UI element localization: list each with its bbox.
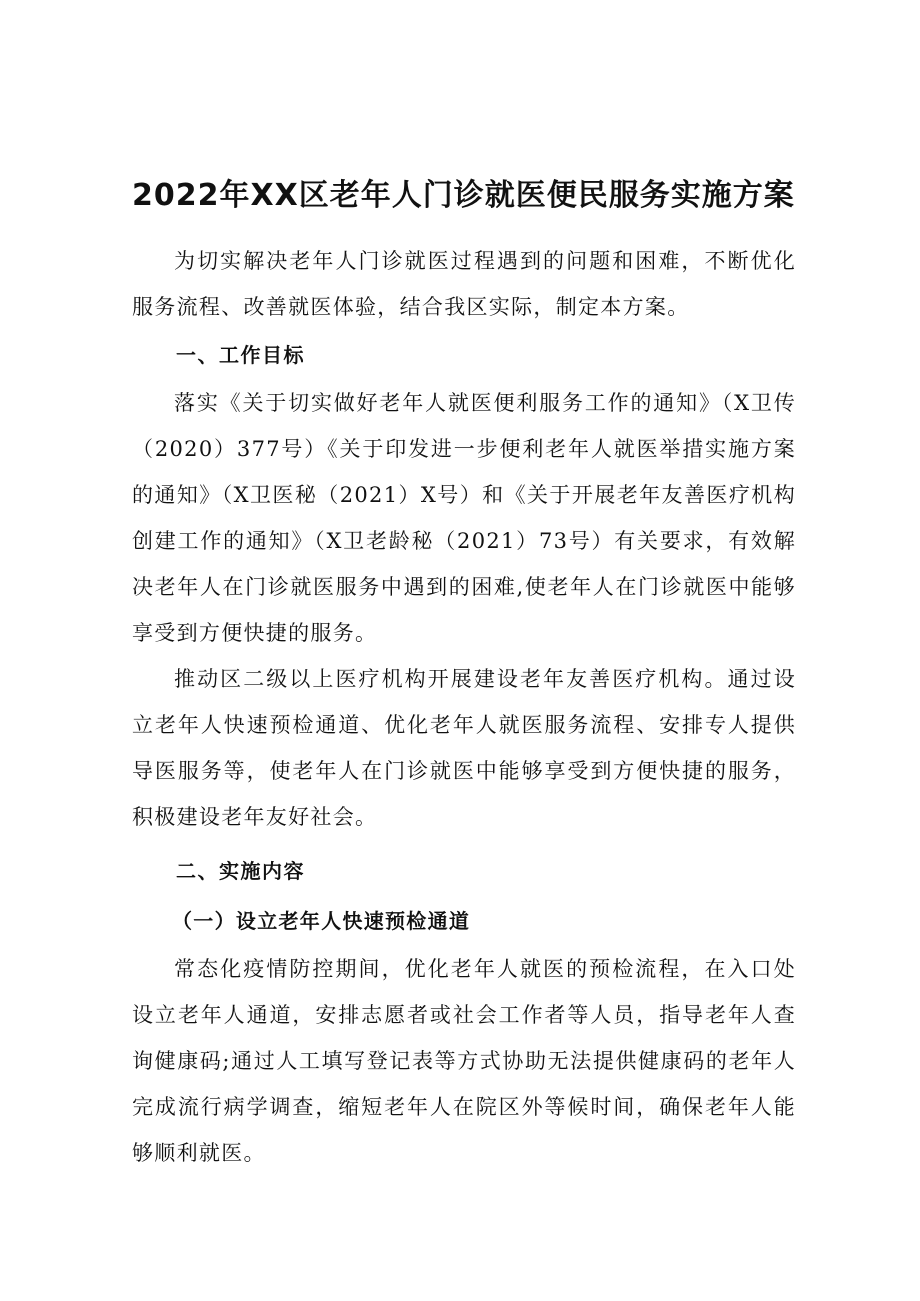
subsection-heading-precheck: （一）设立老年人快速预检通道	[172, 909, 471, 933]
section-heading-content: 二、实施内容	[176, 859, 305, 883]
goals-paragraph-2: 推动区二级以上医疗机构开展建设老年友善医疗机构。通过设立老年人快速预检通道、优化老年人就医服务流程、安排专人提供导医服务等，使老年人在门诊就医中能够享受到方便快捷的服务，积极建设老年友好社会。	[132, 667, 796, 829]
goals-paragraph-1: 落实《关于切实做好老年人就医便利服务工作的通知》（X卫传（2020）377号）《关于印发进一步便利老年人就医举措实施方案的通知》（X卫医秘（2021）X号）和《关于开展老年友善医疗机构创建工作的通知》（X卫老龄秘（2021）73号）有关要求，有效解决老年人在门诊就医服务中遇到的困难,使老年人在门诊就医中能够享受到方便快捷的服务。	[132, 391, 796, 645]
precheck-paragraph: 常态化疫情防控期间，优化老年人就医的预检流程，在入口处设立老年人通道，安排志愿者或社会工作者等人员，指导老年人查询健康码;通过人工填写登记表等方式协助无法提供健康码的老年人完成流行病学调查，缩短老年人在院区外等候时间，确保老年人能够顺利就医。	[132, 957, 796, 1165]
section-heading-goals: 一、工作目标	[176, 343, 305, 367]
intro-paragraph: 为切实解决老年人门诊就医过程遇到的问题和困难，不断优化服务流程、改善就医体验，结合我区实际，制定本方案。	[132, 249, 796, 319]
document-title: 2022年XX区老年人门诊就医便民服务实施方案	[132, 178, 795, 213]
document-body	[132, 238, 796, 1176]
